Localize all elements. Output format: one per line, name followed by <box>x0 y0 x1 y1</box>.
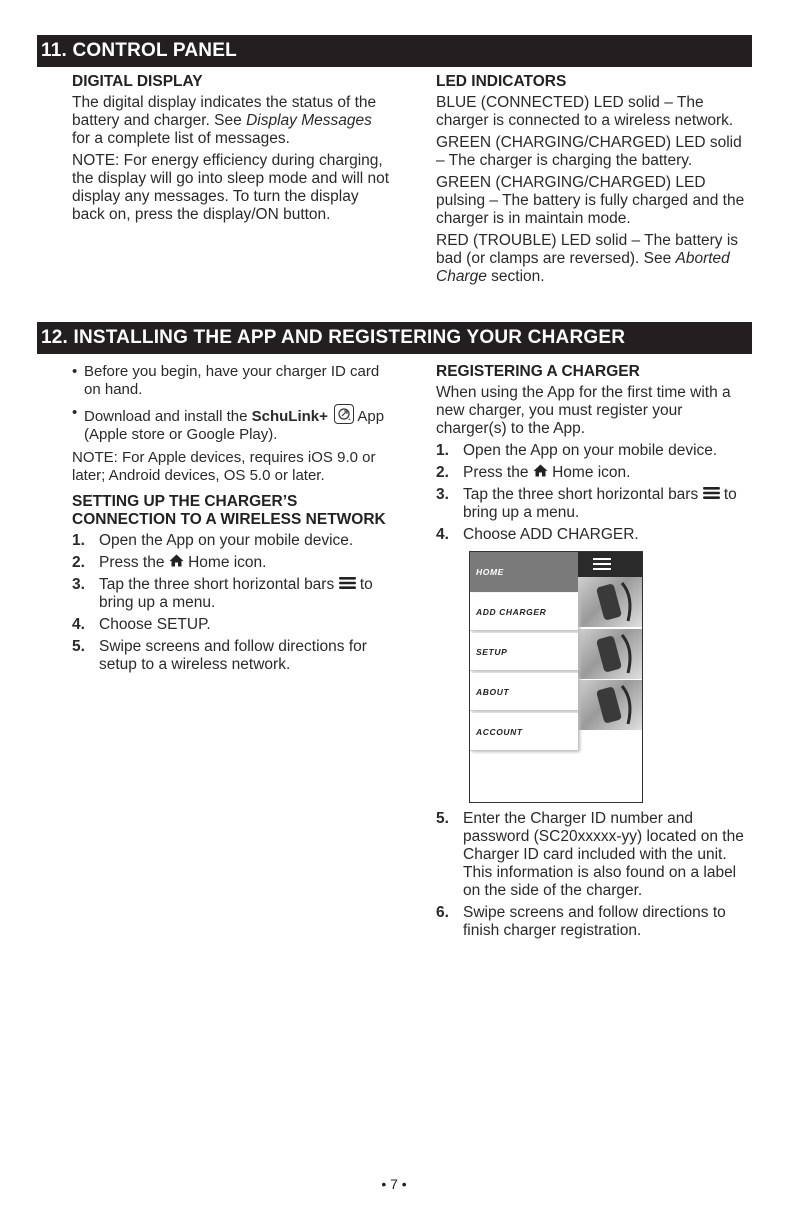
download-text-end: App (Apple store or Google Play). <box>84 408 385 443</box>
step-text: Tap the three short horizontal bars <box>99 576 339 594</box>
menu-bars-icon <box>339 576 356 594</box>
digital-display-paragraph <box>72 94 390 148</box>
menu-bars-icon <box>703 486 720 504</box>
list-item <box>72 616 392 634</box>
menu-account-item: ACCOUNT <box>470 713 578 751</box>
sleep-mode-note: NOTE: For energy efficiency during charging, the display will go into sleep mode and will not display any messages. To turn the display back on, press the display/ON button. <box>72 152 390 223</box>
section-12-header <box>37 322 752 354</box>
display-messages-reference: Display Messages <box>246 112 372 129</box>
step-number: 4. <box>436 526 449 544</box>
step-number: 5. <box>436 810 449 827</box>
list-item: • Before you begin, have your charger ID card on hand. <box>72 363 392 399</box>
step-text: Press the <box>99 554 169 572</box>
step-text-end: to bring up a menu. <box>463 486 737 522</box>
step-text: Open the App on your mobile device. <box>99 532 354 549</box>
svg-text:+: + <box>348 417 351 423</box>
list-item <box>436 486 752 522</box>
menu-add-charger-item: ADD CHARGER <box>470 593 578 631</box>
schulink-app-name: SchuLink+ <box>251 408 328 425</box>
charger-photo <box>578 629 642 679</box>
os-requirement-note: NOTE: For Apple devices, requires iOS 9.0 or later; Android devices, OS 5.0 or later. <box>72 449 376 484</box>
list-item <box>72 554 392 572</box>
list-item <box>436 464 752 482</box>
digital-display-text-end: for a complete list of messages. <box>72 130 290 147</box>
charger-photo <box>578 577 642 627</box>
list-item <box>436 904 752 940</box>
step-text: Choose ADD CHARGER. <box>463 526 639 544</box>
section-12-title: 12. INSTALLING THE APP AND REGISTERING YOUR CHARGER <box>41 327 626 348</box>
section-11-title: 11. CONTROL PANEL <box>41 40 237 61</box>
list-item <box>436 526 752 544</box>
app-menu-screenshot <box>469 551 643 803</box>
schulink-app-icon <box>334 404 354 424</box>
hamburger-menu-icon <box>578 552 642 577</box>
step-number: 2. <box>72 554 85 571</box>
register-steps-continued <box>436 810 752 944</box>
list-item <box>436 810 752 900</box>
home-icon <box>169 554 184 572</box>
page-number: • 7 • <box>381 1176 407 1192</box>
led-red-text: RED (TROUBLE) LED solid – The battery is bad (or clamps are reversed). See <box>436 232 739 267</box>
step-text: Press the <box>463 464 533 482</box>
step-number: 1. <box>436 442 449 459</box>
led-green-solid-description: GREEN (CHARGING/CHARGED) LED solid – The charger is charging the battery. <box>436 134 742 169</box>
digital-display-column <box>72 73 390 228</box>
step-number: 1. <box>72 532 85 549</box>
step-number: 4. <box>72 616 85 634</box>
step-text: Choose SETUP. <box>99 616 211 634</box>
home-icon <box>533 464 548 482</box>
register-charger-heading: REGISTERING A CHARGER <box>436 363 640 380</box>
register-steps <box>436 442 752 544</box>
step-text: Swipe screens and follow directions to finish charger registration. <box>463 904 726 939</box>
step-text-end: Home icon. <box>183 554 267 572</box>
step-number: 3. <box>72 576 85 594</box>
led-red-description <box>436 232 752 286</box>
menu-home-item: HOME <box>470 552 578 592</box>
menu-about-item: ABOUT <box>470 673 578 711</box>
before-you-begin-list <box>72 363 392 444</box>
section-11-header <box>37 35 752 67</box>
step-number: 3. <box>436 486 449 504</box>
menu-setup-item: SETUP <box>470 633 578 671</box>
digital-display-text: The digital display indicates the status of the battery and charger. See <box>72 94 377 129</box>
list-item <box>72 576 392 612</box>
app-setup-column <box>72 363 392 678</box>
led-indicators-heading: LED INDICATORS <box>436 73 567 90</box>
led-indicators-column <box>436 73 752 290</box>
list-item <box>72 638 392 674</box>
step-text-end: Home icon. <box>547 464 631 482</box>
list-item <box>72 532 392 550</box>
list-item <box>436 442 752 460</box>
charger-photo <box>578 680 642 730</box>
wireless-setup-steps <box>72 532 392 674</box>
list-item <box>72 404 392 444</box>
step-text: Swipe screens and follow directions for setup to a wireless network. <box>99 638 367 674</box>
download-text: Download and install the <box>84 408 252 425</box>
step-number: 2. <box>436 464 449 481</box>
register-steps-after <box>436 810 752 940</box>
digital-display-heading: DIGITAL DISPLAY <box>72 73 203 90</box>
app-top-bar <box>578 552 642 577</box>
step-text-end: to bring up a menu. <box>99 576 373 612</box>
step-text: Tap the three short horizontal bars <box>463 486 703 504</box>
step-text: Enter the Charger ID number and password (SC20xxxxx-yy) located on the Charger ID card included with the unit. This information is also found on a label on the side of the charger. <box>463 810 744 899</box>
led-red-text-end: section. <box>486 268 545 285</box>
step-number: 5. <box>72 638 85 656</box>
register-charger-column <box>436 363 752 548</box>
step-number: 6. <box>436 904 449 921</box>
register-intro: When using the App for the first time with a new charger, you must register your charger(s) to the App. <box>436 384 731 437</box>
aborted-charge-reference: Aborted Charge <box>436 250 730 285</box>
led-blue-description: BLUE (CONNECTED) LED solid – The charger is connected to a wireless network. <box>436 94 734 129</box>
led-green-pulsing-description: GREEN (CHARGING/CHARGED) LED pulsing – The battery is fully charged and the charger is in maintain mode. <box>436 174 745 227</box>
step-text: Open the App on your mobile device. <box>463 442 718 459</box>
wireless-setup-heading: SETTING UP THE CHARGER’S CONNECTION TO A WIRELESS NETWORK <box>72 493 386 528</box>
